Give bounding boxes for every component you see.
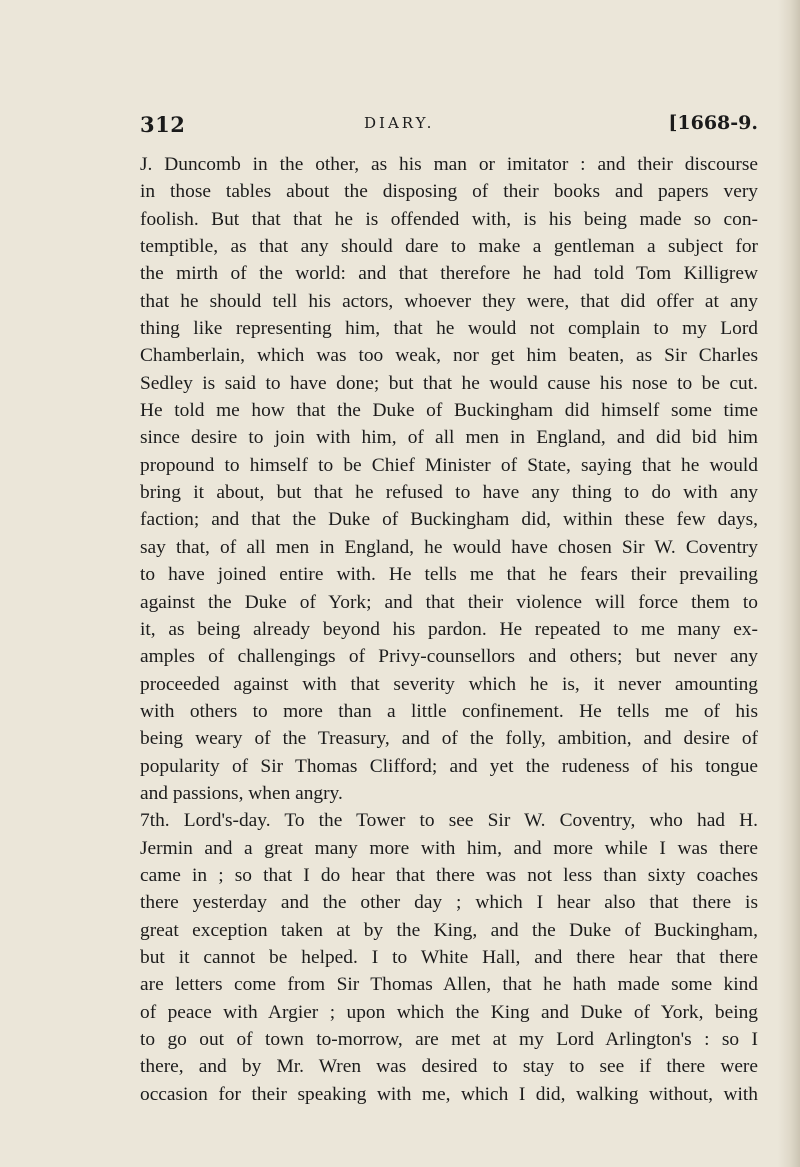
text-line: with others to more than a little confinement. He tells me of his: [140, 700, 758, 722]
text-line: Jermin and a great many more with him, and more while I was there: [140, 837, 758, 859]
text-line: temptible, as that any should dare to make a gentleman a subject for: [140, 236, 758, 258]
text-line: thing like representing him, that he would not complain to my Lord: [140, 318, 758, 340]
running-head: [140, 112, 758, 142]
text-line: are letters come from Sir Thomas Allen, that he hath made some kind: [140, 974, 758, 996]
text-line: there, and by Mr. Wren was desired to stay to see if there were: [140, 1056, 758, 1078]
text-line: it, as being already beyond his pardon. He repeated to me many ex-: [140, 618, 758, 640]
text-line: amples of challengings of Privy-counsellors and others; but never any: [140, 646, 758, 668]
text-line: being weary of the Treasury, and of the folly, ambition, and desire of: [140, 728, 758, 750]
text-line: faction; and that the Duke of Buckingham did, within these few days,: [140, 509, 758, 531]
text-line: propound to himself to be Chief Minister of State, saying that he would: [140, 454, 758, 476]
text-line: foolish. But that that he is offended with, is his being made so con-: [140, 208, 758, 230]
text-line: Chamberlain, which was too weak, nor get him beaten, as Sir Charles: [140, 345, 758, 367]
text-line: proceeded against with that severity which he is, it never amounting: [140, 673, 758, 695]
body-text: [140, 151, 758, 1108]
text-line: popularity of Sir Thomas Clifford; and yet the rudeness of his tongue: [140, 755, 758, 777]
text-line: there yesterday and the other day ; which I hear also that there is: [140, 892, 758, 914]
text-line: He told me how that the Duke of Buckingham did himself some time: [140, 400, 758, 422]
text-line: of peace with Argier ; upon which the King and Duke of York, being: [140, 1001, 758, 1023]
text-line: bring it about, but that he refused to have any thing to do with any: [140, 482, 758, 504]
text-line: in those tables about the disposing of their books and papers very: [140, 181, 758, 203]
text-line: J. Duncomb in the other, as his man or imitator : and their discourse: [140, 154, 758, 175]
paragraph-end-line: and passions, when angry.: [140, 782, 343, 804]
running-title: DIARY.: [364, 114, 435, 132]
page-edge-shadow: [778, 0, 800, 1167]
text-line: Sedley is said to have done; but that he would cause his nose to be cut.: [140, 372, 758, 394]
text-line: but it cannot be helped. I to White Hall, and there hear that there: [140, 946, 758, 968]
text-line: 7th. Lord's-day. To the Tower to see Sir W. Coventry, who had H.: [140, 810, 758, 832]
text-line: against the Duke of York; and that their violence will force them to: [140, 591, 758, 613]
text-line: since desire to join with him, of all men in England, and did bid him: [140, 427, 758, 449]
page-number: 312: [140, 112, 186, 137]
text-line: occasion for their speaking with me, which I did, walking without, with: [140, 1083, 758, 1105]
text-line: the mirth of the world: and that therefore he had told Tom Killigrew: [140, 263, 758, 285]
text-line: came in ; so that I do hear that there was not less than sixty coaches: [140, 864, 758, 886]
year-range: [1668-9.: [668, 112, 758, 134]
text-line: great exception taken at by the King, and the Duke of Buckingham,: [140, 919, 758, 941]
text-line: say that, of all men in England, he would have chosen Sir W. Coventry: [140, 536, 758, 558]
text-line: that he should tell his actors, whoever they were, that did offer at any: [140, 290, 758, 312]
text-line: to go out of town to-morrow, are met at my Lord Arlington's : so I: [140, 1029, 758, 1050]
text-line: to have joined entire with. He tells me that he fears their prevailing: [140, 564, 758, 586]
